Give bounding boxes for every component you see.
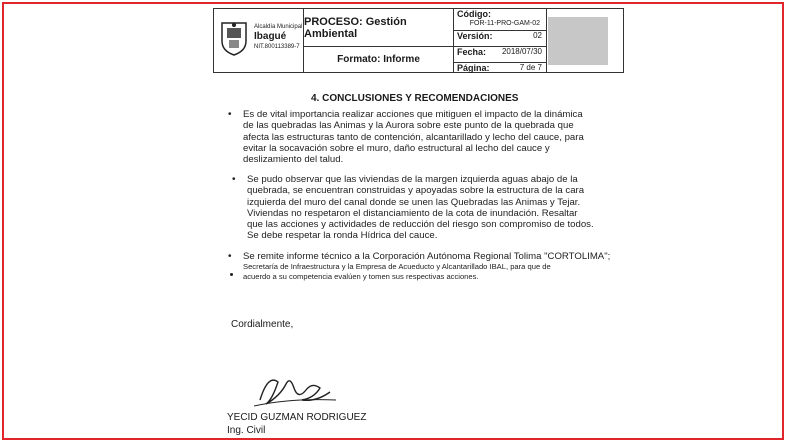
org-name: Ibagué [254, 31, 287, 42]
coat-of-arms-icon [218, 19, 250, 57]
p2-line: Se debe respetar la ronda Hídrica del cauce. [247, 230, 438, 242]
p2-line: izquierda del muro del canal donde se unen las Quebradas las Animas y Tejar. [247, 196, 581, 208]
paragraph-3 [228, 251, 611, 282]
bullet-icon: • [228, 109, 232, 120]
org-text [254, 23, 302, 51]
codigo-row [454, 9, 547, 31]
pagina-row [454, 63, 547, 73]
document-header [213, 8, 624, 73]
p3-line: Secretaría de Infraestructura y la Empresa de Acueducto y Alcantarillado IBAL, para que de [243, 262, 551, 272]
org-line1: Alcaldía Municipal [254, 24, 303, 30]
signer-role: Ing. Civil [227, 425, 266, 436]
formato-cell: Formato: Informe [304, 47, 454, 72]
version-label: Versión: [457, 31, 493, 41]
p2-line: Se pudo observar que las viviendas de la margen izquierda aguas abajo de la [247, 174, 578, 185]
stamp-redaction [548, 17, 608, 65]
p3-line: Se remite informe técnico a la Corporación Autónoma Regional Tolima "CORTOLIMA"; [243, 251, 611, 262]
version-row [454, 31, 547, 47]
p1-line: de las quebradas las Animas y la Aurora sobre este punto de la quebrada que [243, 120, 574, 132]
signer-name: YECID GUZMAN RODRIGUEZ [227, 412, 367, 423]
p1-line: evitar la socavación sobre el muro, daño estructural al lecho del cauce y [243, 142, 550, 154]
fecha-row [454, 47, 547, 63]
p2-line: quebrada, se encuentran construidas y apoyadas sobre la estructura de la cara [247, 185, 585, 197]
proceso-cell: PROCESO: Gestión Ambiental [304, 9, 454, 47]
codigo-value: FOR-11-PRO-GAM-02 [469, 20, 540, 27]
p1-line: afecta las estructuras tanto de contención, alcantarillado y lecho del cauce, para [243, 131, 584, 143]
org-nit: NIT.800113389-7 [254, 44, 300, 50]
closing: Cordialmente, [231, 319, 294, 330]
version-value: 02 [533, 31, 542, 40]
section-title: 4. CONCLUSIONES Y RECOMENDACIONES [311, 93, 519, 104]
bullet-icon: • [228, 251, 232, 262]
paragraph-1 [228, 109, 584, 166]
pagina-label: Página: [457, 63, 490, 73]
fecha-value: 2018/07/30 [501, 47, 542, 56]
signature-mark [250, 370, 340, 412]
pagina-value: 7 de 7 [519, 63, 542, 72]
fecha-label: Fecha: [457, 47, 487, 57]
p2-line: Viviendas no respetaron el distanciamiento de la cota de inundación. Resaltar [247, 207, 578, 219]
p1-line: deslizamiento del talud. [243, 154, 344, 166]
p2-line: que las acciones y actividades de reducción del riesgo son compromiso de todos. [247, 219, 594, 231]
bullet-dot [230, 273, 233, 276]
p1-line: Es de vital importancia realizar acciones que mitiguen el impacto de la dinámica [243, 109, 583, 120]
p3-line: acuerdo a su competencia evalúen y tomen sus respectivas acciones. [243, 272, 479, 282]
logo-cell [214, 9, 304, 72]
paragraph-2 [232, 174, 594, 242]
bullet-icon: • [232, 174, 236, 185]
codigo-label: Código: [457, 9, 491, 19]
